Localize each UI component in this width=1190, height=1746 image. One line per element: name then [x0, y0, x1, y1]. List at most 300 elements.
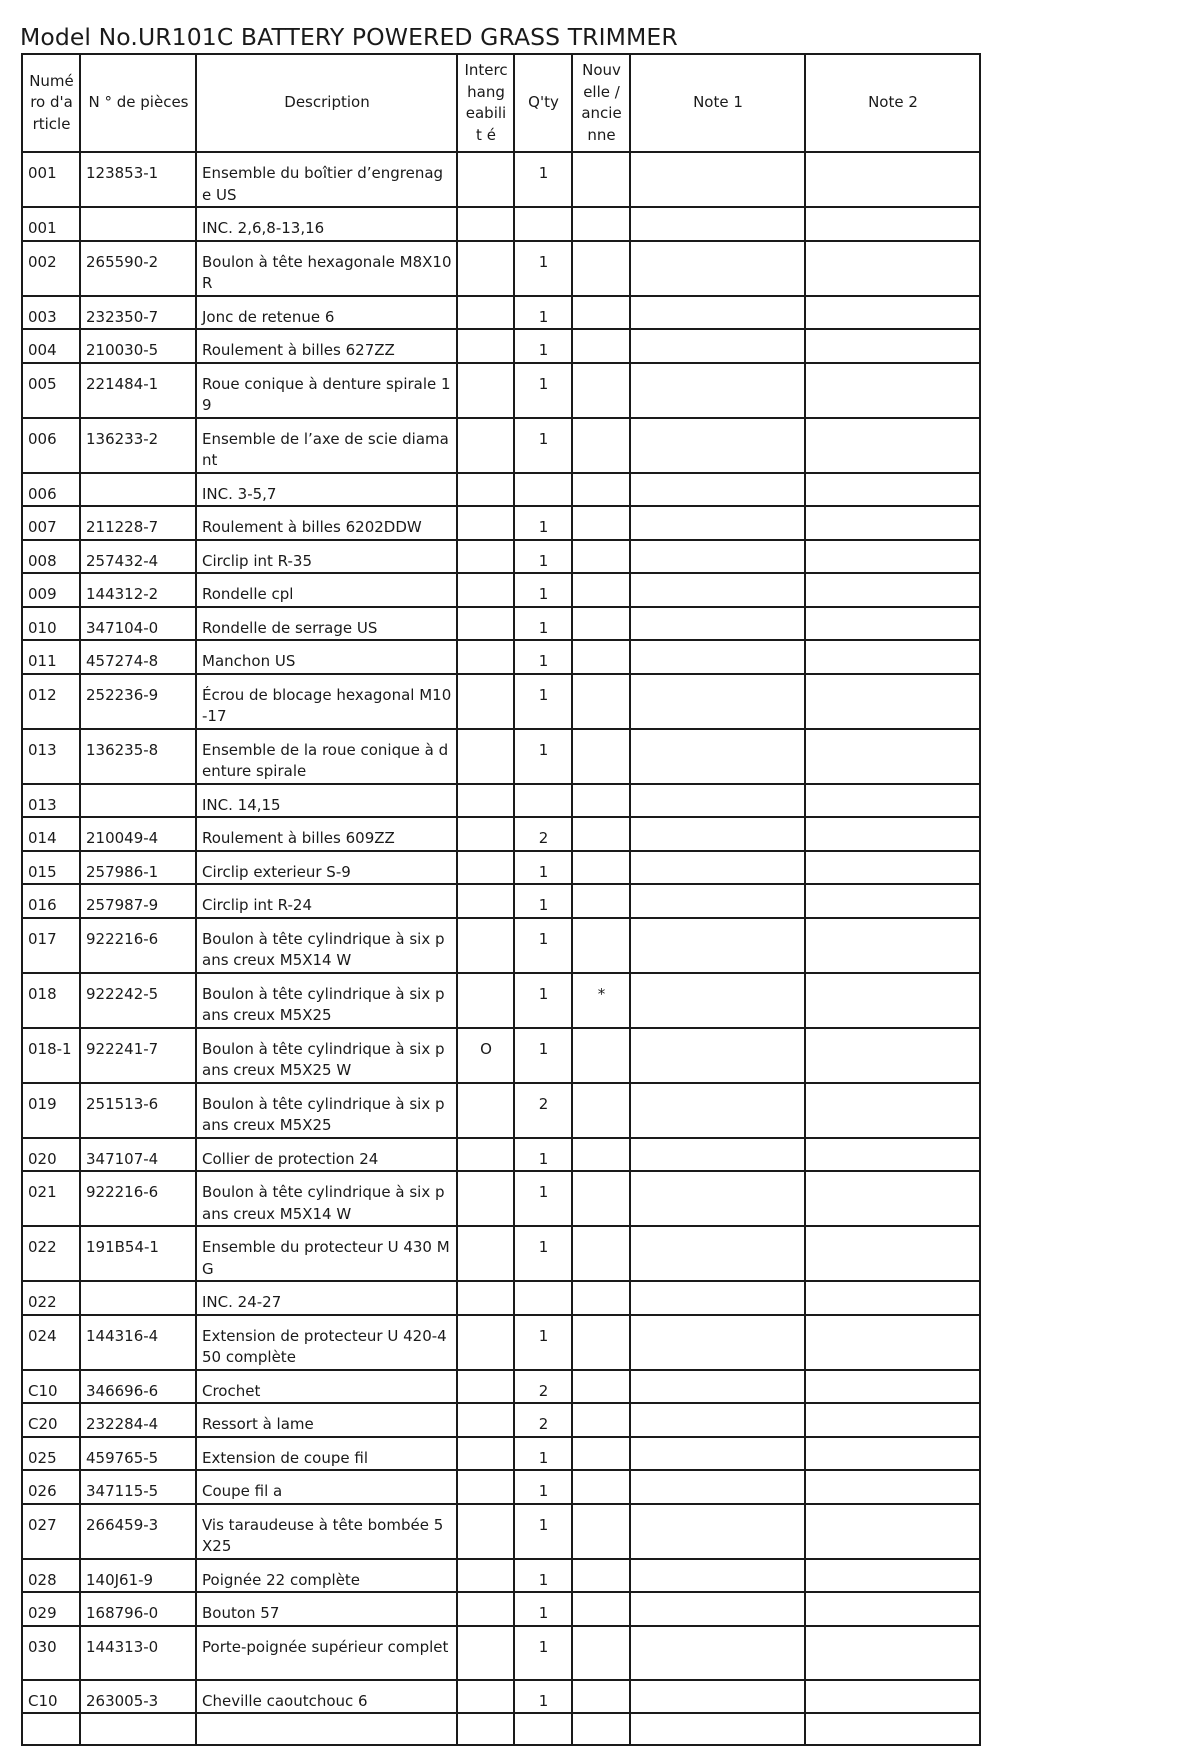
cell-part-number: 346696-6 [80, 1370, 196, 1404]
table-row [22, 1713, 980, 1745]
table-row [22, 540, 980, 574]
table-row [22, 1592, 980, 1626]
cell-description: Ensemble de la roue conique à denture spirale [196, 729, 457, 784]
cell-interchangeability [457, 1083, 514, 1138]
cell-interchangeability [457, 296, 514, 330]
cell-note-2 [805, 674, 980, 729]
cell-item-number: 030 [22, 1626, 80, 1680]
cell-note-1 [630, 241, 805, 296]
cell-note-2 [805, 418, 980, 473]
cell-note-1 [630, 573, 805, 607]
cell-note-2 [805, 973, 980, 1028]
cell-item-number: 020 [22, 1138, 80, 1172]
cell-interchangeability [457, 918, 514, 973]
cell-quantity: 1 [514, 1437, 572, 1471]
table-row [22, 729, 980, 784]
cell-new-old [572, 1626, 630, 1680]
cell-description: INC. 24-27 [196, 1281, 457, 1315]
cell-interchangeability [457, 784, 514, 818]
cell-quantity: 1 [514, 1028, 572, 1083]
cell-new-old [572, 1559, 630, 1593]
cell-interchangeability [457, 1713, 514, 1745]
table-row [22, 1138, 980, 1172]
cell-new-old [572, 1315, 630, 1370]
cell-interchangeability [457, 1437, 514, 1471]
cell-new-old [572, 918, 630, 973]
cell-description: Boulon à tête cylindrique à six pans creux M5X25 [196, 973, 457, 1028]
cell-interchangeability [457, 674, 514, 729]
cell-note-1 [630, 1592, 805, 1626]
cell-interchangeability [457, 540, 514, 574]
cell-item-number: 017 [22, 918, 80, 973]
cell-note-2 [805, 1226, 980, 1281]
cell-note-1 [630, 1403, 805, 1437]
table-row [22, 152, 980, 207]
header-description: Description [196, 54, 457, 152]
cell-note-2 [805, 1370, 980, 1404]
cell-note-1 [630, 884, 805, 918]
cell-item-number: 010 [22, 607, 80, 641]
cell-part-number: 922216-6 [80, 1171, 196, 1226]
cell-part-number: 168796-0 [80, 1592, 196, 1626]
cell-item-number: 007 [22, 506, 80, 540]
cell-part-number: 232284-4 [80, 1403, 196, 1437]
cell-quantity: 1 [514, 1592, 572, 1626]
cell-part-number: 210030-5 [80, 329, 196, 363]
cell-note-2 [805, 1680, 980, 1714]
cell-new-old [572, 418, 630, 473]
cell-note-1 [630, 1171, 805, 1226]
cell-note-2 [805, 1281, 980, 1315]
cell-part-number: 144316-4 [80, 1315, 196, 1370]
header-item-number: Numé ro d'a rticle [22, 54, 80, 152]
cell-note-2 [805, 884, 980, 918]
cell-item-number: 024 [22, 1315, 80, 1370]
cell-part-number: 266459-3 [80, 1504, 196, 1559]
cell-description: Extension de protecteur U 420-450 complète [196, 1315, 457, 1370]
cell-quantity [514, 207, 572, 241]
cell-description: Bouton 57 [196, 1592, 457, 1626]
cell-note-1 [630, 1626, 805, 1680]
table-row [22, 1559, 980, 1593]
cell-note-2 [805, 363, 980, 418]
cell-note-2 [805, 607, 980, 641]
cell-note-2 [805, 640, 980, 674]
cell-note-1 [630, 640, 805, 674]
cell-note-1 [630, 1281, 805, 1315]
cell-part-number: 123853-1 [80, 152, 196, 207]
cell-note-2 [805, 329, 980, 363]
cell-note-1 [630, 152, 805, 207]
cell-new-old [572, 506, 630, 540]
cell-note-1 [630, 540, 805, 574]
table-row [22, 1315, 980, 1370]
cell-note-2 [805, 1559, 980, 1593]
cell-note-1 [630, 784, 805, 818]
cell-item-number: 025 [22, 1437, 80, 1471]
cell-interchangeability [457, 1470, 514, 1504]
cell-note-2 [805, 918, 980, 973]
cell-new-old [572, 729, 630, 784]
cell-interchangeability [457, 729, 514, 784]
cell-new-old [572, 640, 630, 674]
cell-quantity: 1 [514, 506, 572, 540]
cell-interchangeability [457, 329, 514, 363]
cell-item-number: C10 [22, 1680, 80, 1714]
table-row [22, 363, 980, 418]
cell-new-old [572, 1713, 630, 1745]
cell-item-number: 016 [22, 884, 80, 918]
cell-part-number: 191B54-1 [80, 1226, 196, 1281]
cell-description: Écrou de blocage hexagonal M10-17 [196, 674, 457, 729]
table-row [22, 1226, 980, 1281]
cell-note-1 [630, 1470, 805, 1504]
cell-new-old [572, 473, 630, 507]
cell-interchangeability [457, 506, 514, 540]
cell-description: Circlip int R-35 [196, 540, 457, 574]
cell-note-2 [805, 473, 980, 507]
cell-interchangeability [457, 1171, 514, 1226]
cell-new-old [572, 1403, 630, 1437]
cell-item-number: 027 [22, 1504, 80, 1559]
table-row [22, 784, 980, 818]
cell-description: Roue conique à denture spirale 19 [196, 363, 457, 418]
cell-part-number: 210049-4 [80, 817, 196, 851]
cell-quantity: 1 [514, 884, 572, 918]
cell-note-2 [805, 1713, 980, 1745]
cell-item-number: 018-1 [22, 1028, 80, 1083]
cell-part-number: 211228-7 [80, 506, 196, 540]
cell-quantity: 1 [514, 973, 572, 1028]
cell-item-number: 013 [22, 784, 80, 818]
cell-note-1 [630, 607, 805, 641]
cell-new-old [572, 1370, 630, 1404]
cell-interchangeability [457, 241, 514, 296]
cell-interchangeability [457, 1226, 514, 1281]
cell-interchangeability [457, 573, 514, 607]
cell-item-number: 021 [22, 1171, 80, 1226]
cell-note-1 [630, 817, 805, 851]
cell-quantity: 1 [514, 540, 572, 574]
cell-quantity: 1 [514, 1470, 572, 1504]
cell-new-old [572, 1138, 630, 1172]
cell-new-old [572, 1083, 630, 1138]
cell-item-number: 006 [22, 418, 80, 473]
cell-quantity: 1 [514, 1138, 572, 1172]
table-row [22, 918, 980, 973]
cell-description: Vis taraudeuse à tête bombée 5X25 [196, 1504, 457, 1559]
cell-item-number: C10 [22, 1370, 80, 1404]
cell-note-2 [805, 1403, 980, 1437]
table-row [22, 1403, 980, 1437]
cell-note-2 [805, 540, 980, 574]
cell-interchangeability [457, 152, 514, 207]
table-row [22, 296, 980, 330]
cell-interchangeability [457, 1403, 514, 1437]
table-row [22, 851, 980, 885]
cell-description: Coupe fil a [196, 1470, 457, 1504]
cell-interchangeability [457, 1370, 514, 1404]
cell-item-number: 014 [22, 817, 80, 851]
cell-item-number: 029 [22, 1592, 80, 1626]
cell-new-old [572, 1281, 630, 1315]
cell-item-number [22, 1713, 80, 1745]
cell-part-number: 252236-9 [80, 674, 196, 729]
cell-item-number: 006 [22, 473, 80, 507]
cell-quantity: 1 [514, 918, 572, 973]
cell-part-number: 347107-4 [80, 1138, 196, 1172]
cell-item-number: 003 [22, 296, 80, 330]
cell-note-1 [630, 473, 805, 507]
cell-interchangeability [457, 640, 514, 674]
cell-quantity: 1 [514, 241, 572, 296]
table-row [22, 1680, 980, 1714]
cell-new-old [572, 784, 630, 818]
cell-part-number: 144312-2 [80, 573, 196, 607]
table-row [22, 973, 980, 1028]
cell-part-number: 221484-1 [80, 363, 196, 418]
cell-interchangeability [457, 1504, 514, 1559]
cell-item-number: 001 [22, 152, 80, 207]
table-row [22, 607, 980, 641]
cell-description: Boulon à tête cylindrique à six pans creux M5X14 W [196, 1171, 457, 1226]
cell-new-old [572, 607, 630, 641]
table-row [22, 418, 980, 473]
cell-note-1 [630, 1226, 805, 1281]
cell-note-2 [805, 729, 980, 784]
page-title: Model No.UR101C BATTERY POWERED GRASS TRIMMER [20, 23, 678, 51]
cell-description: INC. 3-5,7 [196, 473, 457, 507]
cell-part-number: 257987-9 [80, 884, 196, 918]
cell-description: Boulon à tête cylindrique à six pans creux M5X25 [196, 1083, 457, 1138]
cell-item-number: 013 [22, 729, 80, 784]
cell-interchangeability [457, 418, 514, 473]
cell-description: Ensemble du protecteur U 430 MG [196, 1226, 457, 1281]
cell-interchangeability [457, 973, 514, 1028]
cell-note-1 [630, 1138, 805, 1172]
cell-note-2 [805, 1470, 980, 1504]
cell-interchangeability [457, 1680, 514, 1714]
cell-quantity [514, 1713, 572, 1745]
cell-part-number: 922242-5 [80, 973, 196, 1028]
cell-new-old [572, 1592, 630, 1626]
cell-quantity [514, 473, 572, 507]
cell-interchangeability [457, 851, 514, 885]
cell-quantity: 1 [514, 1171, 572, 1226]
cell-note-2 [805, 1083, 980, 1138]
table-row [22, 1171, 980, 1226]
cell-quantity: 1 [514, 296, 572, 330]
cell-quantity [514, 784, 572, 818]
cell-item-number: 022 [22, 1281, 80, 1315]
cell-new-old [572, 817, 630, 851]
cell-description: Crochet [196, 1370, 457, 1404]
cell-note-1 [630, 851, 805, 885]
cell-part-number: 144313-0 [80, 1626, 196, 1680]
cell-item-number: 005 [22, 363, 80, 418]
cell-part-number: 232350-7 [80, 296, 196, 330]
cell-note-2 [805, 784, 980, 818]
cell-quantity: 1 [514, 1504, 572, 1559]
cell-new-old [572, 851, 630, 885]
cell-note-2 [805, 296, 980, 330]
table-row [22, 640, 980, 674]
cell-note-1 [630, 674, 805, 729]
cell-quantity: 1 [514, 851, 572, 885]
cell-quantity: 2 [514, 817, 572, 851]
cell-description: Boulon à tête hexagonale M8X10 R [196, 241, 457, 296]
cell-quantity: 2 [514, 1403, 572, 1437]
cell-description: Manchon US [196, 640, 457, 674]
cell-part-number: 457274-8 [80, 640, 196, 674]
cell-note-2 [805, 851, 980, 885]
cell-item-number: 022 [22, 1226, 80, 1281]
cell-quantity: 1 [514, 329, 572, 363]
header-row [22, 54, 980, 152]
header-note-2: Note 2 [805, 54, 980, 152]
cell-description: Collier de protection 24 [196, 1138, 457, 1172]
cell-interchangeability [457, 884, 514, 918]
cell-new-old [572, 573, 630, 607]
table-row [22, 506, 980, 540]
cell-note-2 [805, 573, 980, 607]
cell-new-old [572, 1171, 630, 1226]
cell-part-number [80, 784, 196, 818]
cell-note-1 [630, 207, 805, 241]
cell-quantity: 2 [514, 1370, 572, 1404]
cell-item-number: 026 [22, 1470, 80, 1504]
table-row [22, 473, 980, 507]
table-row [22, 1470, 980, 1504]
cell-item-number: 012 [22, 674, 80, 729]
cell-part-number: 922241-7 [80, 1028, 196, 1083]
cell-new-old [572, 1437, 630, 1471]
cell-new-old [572, 1226, 630, 1281]
cell-note-2 [805, 1028, 980, 1083]
cell-item-number: 001 [22, 207, 80, 241]
cell-note-1 [630, 1680, 805, 1714]
cell-interchangeability: O [457, 1028, 514, 1083]
cell-part-number: 347115-5 [80, 1470, 196, 1504]
cell-part-number: 347104-0 [80, 607, 196, 641]
table-row [22, 573, 980, 607]
cell-description: Ensemble de l’axe de scie diamant [196, 418, 457, 473]
cell-quantity: 1 [514, 152, 572, 207]
table-row [22, 1370, 980, 1404]
cell-quantity: 1 [514, 363, 572, 418]
cell-interchangeability [457, 817, 514, 851]
cell-description: INC. 2,6,8-13,16 [196, 207, 457, 241]
cell-description: Rondelle cpl [196, 573, 457, 607]
cell-quantity: 1 [514, 1226, 572, 1281]
cell-note-1 [630, 329, 805, 363]
cell-new-old [572, 152, 630, 207]
cell-quantity: 2 [514, 1083, 572, 1138]
cell-description: Roulement à billes 609ZZ [196, 817, 457, 851]
cell-part-number [80, 1281, 196, 1315]
cell-item-number: 028 [22, 1559, 80, 1593]
cell-quantity: 1 [514, 607, 572, 641]
cell-item-number: 019 [22, 1083, 80, 1138]
cell-note-2 [805, 1171, 980, 1226]
cell-description: INC. 14,15 [196, 784, 457, 818]
cell-part-number: 459765-5 [80, 1437, 196, 1471]
cell-note-2 [805, 1592, 980, 1626]
cell-part-number: 265590-2 [80, 241, 196, 296]
cell-part-number [80, 1713, 196, 1745]
cell-description: Extension de coupe fil [196, 1437, 457, 1471]
cell-note-2 [805, 1315, 980, 1370]
cell-note-1 [630, 506, 805, 540]
table-row [22, 674, 980, 729]
cell-description: Circlip int R-24 [196, 884, 457, 918]
cell-part-number: 136233-2 [80, 418, 196, 473]
cell-item-number: 008 [22, 540, 80, 574]
cell-note-1 [630, 296, 805, 330]
cell-note-1 [630, 1315, 805, 1370]
cell-note-1 [630, 973, 805, 1028]
cell-interchangeability [457, 363, 514, 418]
cell-new-old [572, 1680, 630, 1714]
cell-note-1 [630, 1713, 805, 1745]
header-quantity: Q'ty [514, 54, 572, 152]
cell-quantity: 1 [514, 640, 572, 674]
cell-item-number: 009 [22, 573, 80, 607]
cell-part-number: 251513-6 [80, 1083, 196, 1138]
cell-note-2 [805, 1437, 980, 1471]
table-row [22, 1437, 980, 1471]
cell-new-old [572, 1504, 630, 1559]
cell-quantity: 1 [514, 1626, 572, 1680]
cell-description: Circlip exterieur S-9 [196, 851, 457, 885]
table-row [22, 1083, 980, 1138]
table-row [22, 1281, 980, 1315]
cell-note-2 [805, 152, 980, 207]
cell-description: Roulement à billes 6202DDW [196, 506, 457, 540]
cell-quantity: 1 [514, 418, 572, 473]
cell-quantity: 1 [514, 1559, 572, 1593]
cell-interchangeability [457, 607, 514, 641]
cell-part-number: 136235-8 [80, 729, 196, 784]
cell-part-number: 140J61-9 [80, 1559, 196, 1593]
cell-part-number: 257432-4 [80, 540, 196, 574]
cell-part-number: 257986-1 [80, 851, 196, 885]
table-row [22, 241, 980, 296]
table-row [22, 884, 980, 918]
cell-new-old [572, 540, 630, 574]
cell-interchangeability [457, 1559, 514, 1593]
cell-note-1 [630, 1083, 805, 1138]
cell-description: Porte-poignée supérieur complet [196, 1626, 457, 1680]
cell-note-1 [630, 1504, 805, 1559]
parts-table [21, 53, 981, 1746]
cell-note-2 [805, 1504, 980, 1559]
cell-part-number: 263005-3 [80, 1680, 196, 1714]
cell-new-old [572, 296, 630, 330]
cell-description: Boulon à tête cylindrique à six pans creux M5X14 W [196, 918, 457, 973]
cell-interchangeability [457, 1592, 514, 1626]
cell-description: Poignée 22 complète [196, 1559, 457, 1593]
cell-quantity: 1 [514, 1315, 572, 1370]
cell-note-2 [805, 1626, 980, 1680]
cell-interchangeability [457, 1315, 514, 1370]
cell-interchangeability [457, 473, 514, 507]
cell-quantity: 1 [514, 729, 572, 784]
table-row [22, 207, 980, 241]
cell-note-1 [630, 1559, 805, 1593]
cell-item-number: 011 [22, 640, 80, 674]
cell-description [196, 1713, 457, 1745]
